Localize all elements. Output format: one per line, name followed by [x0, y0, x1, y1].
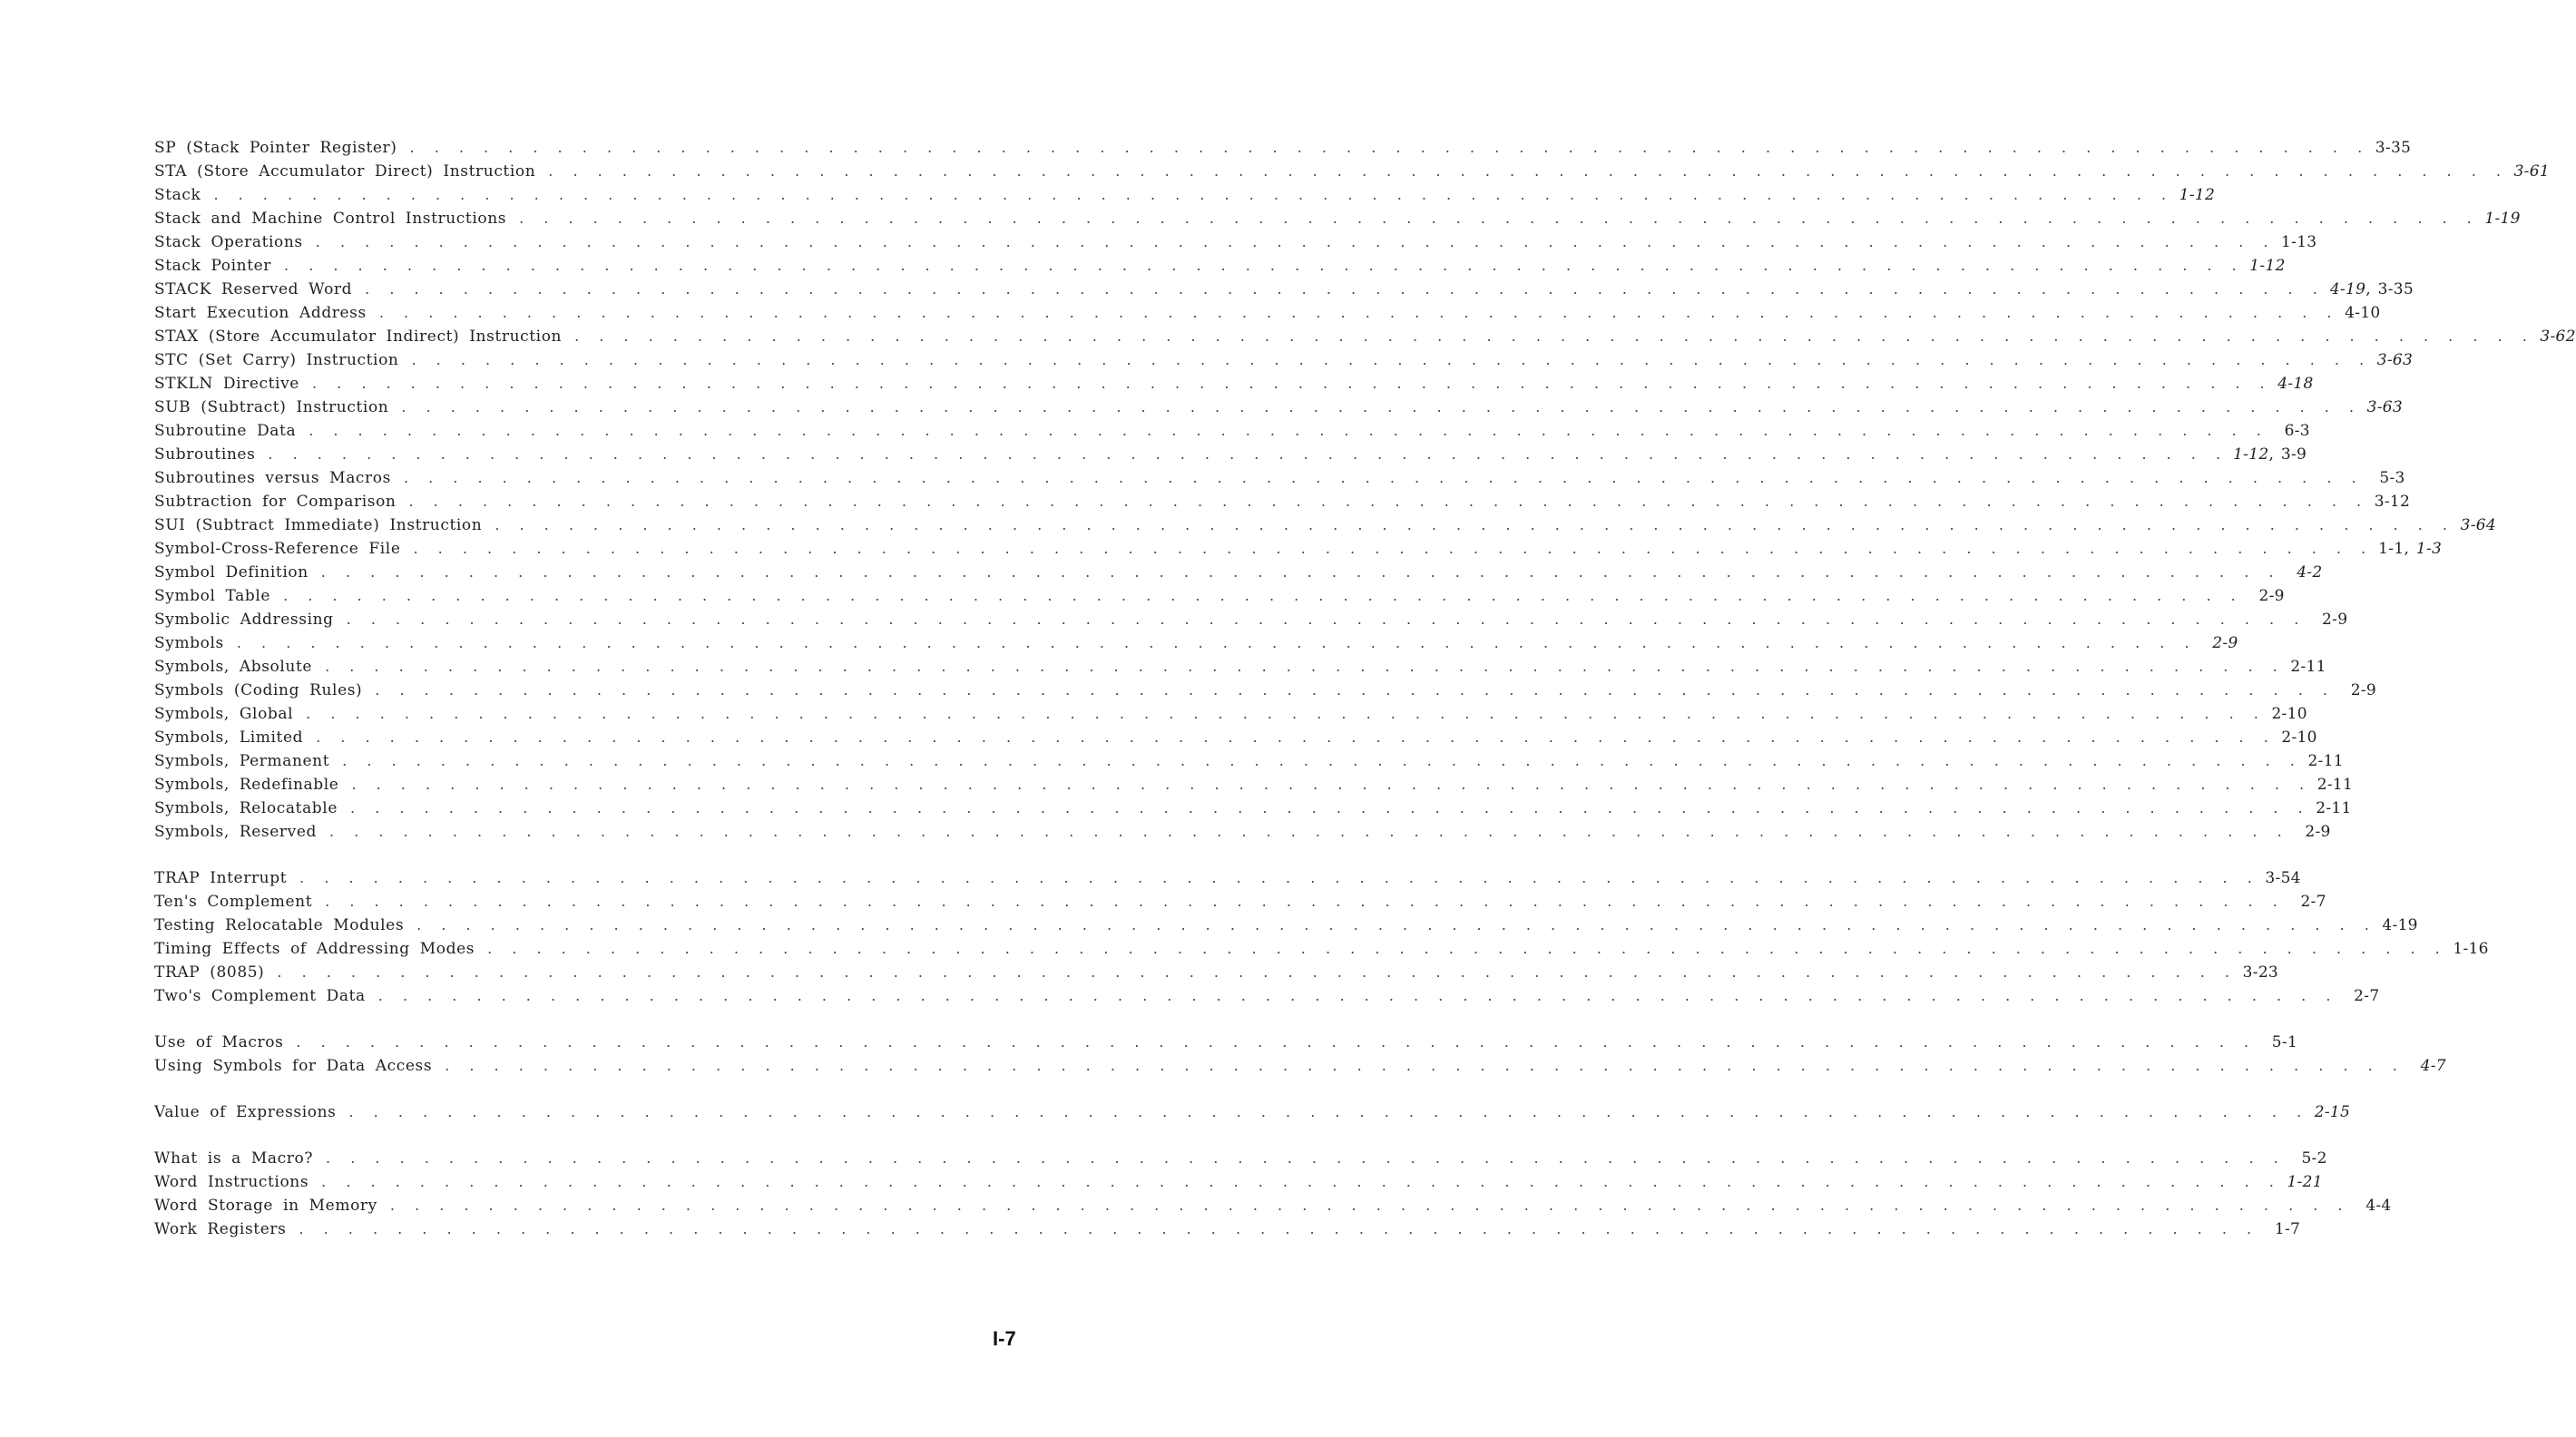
index-term: Symbol Table: [154, 587, 271, 605]
index-term: Subtraction for Comparison: [154, 493, 397, 511]
page-reference: 2-9: [2350, 681, 2376, 699]
index-group: [154, 1031, 2446, 1078]
index-term: Symbols, Relocatable: [154, 799, 338, 817]
dot-leader: . . . . . . . . . . . . . . . . . . . . . . . . . . . . . . . . . . . . . . . . . . . . . . . . . . . . . . . . . . . . . . . . . . . . . . . . . . . . . . . .: [311, 375, 2270, 392]
index-entry: [154, 702, 2307, 726]
page-reference: 1-13: [2281, 233, 2317, 251]
page-reference: 1-12: [2249, 257, 2286, 275]
dot-leader: . . . . . . . . . . . . . . . . . . . . . . . . . . . . . . . . . . . . . . . . . . . . . . . . . . . . . . . . . . . . . . . . . . . . . . . . . . . . . . . .: [346, 611, 2305, 628]
page-reference: 2-11: [2316, 776, 2354, 794]
page-references: 1-1, 1-3: [2378, 540, 2443, 558]
index-entry: [154, 372, 2314, 396]
page-references: [2290, 890, 2326, 914]
index-term: Stack: [154, 186, 201, 204]
page-reference: 1-1: [2378, 540, 2405, 558]
index-entry: [154, 631, 2238, 655]
page-reference: 3-35: [2377, 280, 2414, 298]
dot-leader: . . . . . . . . . . . . . . . . . . . . . . . . . . . . . . . . . . . . . . . . . . . . . . . . . . . . . . . . . . . . . . . . . . . . . . . . . . . . . . . .: [306, 705, 2264, 722]
index-entry: [154, 1147, 2327, 1170]
page-reference: 2-11: [2307, 752, 2344, 770]
index-term: Symbols, Permanent: [154, 752, 330, 770]
index-entry: [154, 348, 2414, 372]
page-references: [2242, 961, 2278, 984]
page-references: [2287, 1170, 2323, 1194]
dot-leader: . . . . . . . . . . . . . . . . . . . . . . . . . . . . . . . . . . . . . . . . . . . . . . . . . . . . . . . . . . . . . . . . . . . . . . . . . . . . . . . .: [445, 1057, 2403, 1074]
page-reference: 3-35: [2375, 139, 2412, 157]
dot-leader: . . . . . . . . . . . . . . . . . . . . . . . . . . . . . . . . . . . . . . . . . . . . . . . . . . . . . . . . . . . . . . . . . . . . . . . . . . . . . . . .: [299, 869, 2258, 886]
page-references: [2202, 631, 2238, 655]
dot-leader: . . . . . . . . . . . . . . . . . . . . . . . . . . . . . . . . . . . . . . . . . . . . . . . . . . . . . . . . . . . . . . . . . . . . . . . . . . . . . . . .: [351, 776, 2310, 793]
page-number: I-7: [993, 1327, 1016, 1350]
page-reference: 4-2: [2297, 563, 2323, 582]
index-term: SP (Stack Pointer Register): [154, 139, 397, 157]
page-references: [2271, 702, 2307, 726]
index-entry: [154, 160, 2550, 183]
page-references: [2274, 419, 2310, 443]
dot-leader: . . . . . . . . . . . . . . . . . . . . . . . . . . . . . . . . . . . . . . . . . . . . . . . . . . . . . . . . . . . . . . . . . . . . . . . . . . . . . . . .: [283, 587, 2241, 604]
dot-leader: . . . . . . . . . . . . . . . . . . . . . . . . . . . . . . . . . . . . . . . . . . . . . . . . . . . . . . . . . . . . . . . . . . . . . . . . . . . . . . . .: [277, 963, 2236, 981]
dot-leader: . . . . . . . . . . . . . . . . . . . . . . . . . . . . . . . . . . . . . . . . . . . . . . . . . . . . . . . . . . . . . . . . . . . . . . . . . . . . . . . .: [365, 280, 2323, 298]
index-entry: [154, 537, 2443, 561]
page-references: 1-12, 3-9: [2233, 445, 2307, 464]
index-entry: [154, 608, 2348, 631]
index-term: What is a Macro?: [154, 1149, 314, 1168]
page-references: [2460, 513, 2496, 537]
index-entry: [154, 1170, 2323, 1194]
index-entry: [154, 490, 2411, 513]
page-references: [2410, 1054, 2446, 1078]
page-reference: 3-62: [2540, 327, 2576, 346]
index-entry: [154, 230, 2317, 254]
page-reference: 1-21: [2287, 1173, 2323, 1191]
dot-leader: . . . . . . . . . . . . . . . . . . . . . . . . . . . . . . . . . . . . . . . . . . . . . . . . . . . . . . . . . . . . . . . . . . . . . . . . . . . . . . . .: [377, 987, 2336, 1004]
index-entry: [154, 866, 2301, 890]
page-reference: 2-9: [2212, 634, 2238, 652]
page-references: [2248, 584, 2285, 608]
dot-leader: . . . . . . . . . . . . . . . . . . . . . . . . . . . . . . . . . . . . . . . . . . . . . . . . . . . . . . . . . . . . . . . . . . . . . . . . . . . . . . . .: [409, 139, 2368, 156]
index-term: Timing Effects of Addressing Modes: [154, 940, 475, 958]
index-term: Value of Expressions: [154, 1103, 337, 1121]
index-term: Start Execution Address: [154, 304, 367, 322]
page-references: [2375, 136, 2411, 160]
page-reference: 2-10: [2271, 705, 2307, 723]
dot-leader: . . . . . . . . . . . . . . . . . . . . . . . . . . . . . . . . . . . . . . . . . . . . . . . . . . . . . . . . . . . . . . . . . . . . . . . . . . . . . . . .: [213, 186, 2172, 203]
index-entry: [154, 396, 2404, 419]
page-reference: 2-9: [2322, 611, 2348, 629]
dot-leader: . . . . . . . . . . . . . . . . . . . . . . . . . . . . . . . . . . . . . . . . . . . . . . . . . . . . . . . . . . . . . . . . . . . . . . . . . . . . . . . .: [348, 1103, 2307, 1120]
page-references: [2265, 866, 2301, 890]
page-reference: 3-64: [2460, 516, 2496, 534]
index-term: Symbol Definition: [154, 563, 309, 582]
page-references: [2316, 797, 2352, 820]
dot-leader: . . . . . . . . . . . . . . . . . . . . . . . . . . . . . . . . . . . . . . . . . . . . . . . . . . . . . . . . . . . . . . . . . . . . . . . . . . . . . . . .: [325, 893, 2283, 910]
page-references: [2311, 608, 2347, 631]
dot-leader: . . . . . . . . . . . . . . . . . . . . . . . . . . . . . . . . . . . . . . . . . . . . . . . . . . . . . . . . . . . . . . . . . . . . . . . . . . . . . . . .: [495, 516, 2453, 533]
page-references: [2369, 466, 2405, 490]
dot-leader: . . . . . . . . . . . . . . . . . . . . . . . . . . . . . . . . . . . . . . . . . . . . . . . . . . . . . . . . . . . . . . . . . . . . . . . . . . . . . . . .: [408, 493, 2367, 510]
index-term: Work Registers: [154, 1220, 287, 1238]
page-references: [2261, 1031, 2297, 1054]
index-term: Symbols (Coding Rules): [154, 681, 363, 699]
page-references: [2249, 254, 2286, 278]
index-entry: [154, 1100, 2351, 1124]
dot-leader: . . . . . . . . . . . . . . . . . . . . . . . . . . . . . . . . . . . . . . . . . . . . . . . . . . . . . . . . . . . . . . . . . . . . . . . . . . . . . . . .: [413, 540, 2372, 557]
page-reference: 5-2: [2301, 1149, 2327, 1168]
page-references: [2345, 301, 2381, 325]
page-reference: 3-54: [2265, 869, 2301, 887]
page-references: [2382, 914, 2418, 937]
index-term: Subroutines versus Macros: [154, 469, 391, 487]
page-references: [2295, 820, 2331, 844]
page-reference: 1-16: [2453, 940, 2489, 958]
dot-leader: . . . . . . . . . . . . . . . . . . . . . . . . . . . . . . . . . . . . . . . . . . . . . . . . . . . . . . . . . . . . . . . . . . . . . . . . . . . . . . . .: [268, 445, 2227, 463]
dot-leader: . . . . . . . . . . . . . . . . . . . . . . . . . . . . . . . . . . . . . . . . . . . . . . . . . . . . . . . . . . . . . . . . . . . . . . . . . . . . . . . .: [316, 728, 2274, 746]
dot-leader: . . . . . . . . . . . . . . . . . . . . . . . . . . . . . . . . . . . . . . . . . . . . . . . . . . . . . . . . . . . . . . . . . . . . . . . . . . . . . . . .: [487, 940, 2445, 957]
dot-leader: . . . . . . . . . . . . . . . . . . . . . . . . . . . . . . . . . . . . . . . . . . . . . . . . . . . . . . . . . . . . . . . . . . . . . . . . . . . . . . . .: [321, 1173, 2279, 1190]
index-entry: [154, 278, 2414, 301]
index-term: STA (Store Accumulator Direct) Instruction: [154, 162, 536, 181]
page-reference: 1-19: [2484, 210, 2521, 228]
page-references: [2513, 160, 2550, 183]
page-reference: 3-63: [2366, 398, 2404, 416]
page-reference: 4-4: [2365, 1197, 2392, 1215]
index-term: Two's Complement Data: [154, 987, 366, 1005]
index-term: STC (Set Carry) Instruction: [154, 351, 399, 369]
index-group: [154, 136, 2576, 844]
index-entry: [154, 655, 2326, 679]
index-term: Symbols: [154, 634, 224, 652]
index-term: Subroutines: [154, 445, 256, 464]
index-entry: [154, 561, 2323, 584]
index-term: Stack Operations: [154, 233, 303, 251]
page-reference: 3-61: [2513, 162, 2550, 181]
page-references: [2264, 1217, 2300, 1241]
index-term: Word Storage in Memory: [154, 1197, 377, 1215]
page-reference: 6-3: [2284, 422, 2310, 440]
page-reference: 1-3: [2415, 540, 2443, 558]
page-references: [2286, 561, 2322, 584]
page-reference: 4-10: [2345, 304, 2381, 322]
page-references: [2484, 207, 2521, 230]
index-entry: [154, 207, 2521, 230]
dot-leader: . . . . . . . . . . . . . . . . . . . . . . . . . . . . . . . . . . . . . . . . . . . . . . . . . . . . . . . . . . . . . . . . . . . . . . . . . . . . . . . .: [403, 469, 2362, 486]
index-term: TRAP (8085): [154, 963, 265, 982]
page-references: [2179, 183, 2215, 207]
dot-leader: . . . . . . . . . . . . . . . . . . . . . . . . . . . . . . . . . . . . . . . . . . . . . . . . . . . . . . . . . . . . . . . . . . . . . . . . . . . . . . . .: [574, 327, 2532, 345]
index-group: [154, 1147, 2392, 1241]
index-entry: [154, 513, 2496, 537]
page-references: [2290, 655, 2326, 679]
page-references: 4-19, 3-35: [2329, 280, 2414, 298]
page-reference: 5-1: [2271, 1033, 2298, 1051]
page-references: [2356, 1194, 2392, 1217]
page-references: [2316, 773, 2353, 797]
page-reference: 2-7: [2300, 893, 2326, 911]
index-entry: [154, 914, 2418, 937]
page-references: [2366, 396, 2403, 419]
index-entry: [154, 254, 2286, 278]
index-list: [154, 136, 2576, 1264]
page-references: [2280, 230, 2316, 254]
page-references: [2277, 372, 2314, 396]
page-reference: 3-23: [2242, 963, 2279, 982]
dot-leader: . . . . . . . . . . . . . . . . . . . . . . . . . . . . . . . . . . . . . . . . . . . . . . . . . . . . . . . . . . . . . . . . . . . . . . . . . . . . . . . .: [411, 351, 2370, 368]
dot-leader: . . . . . . . . . . . . . . . . . . . . . . . . . . . . . . . . . . . . . . . . . . . . . . . . . . . . . . . . . . . . . . . . . . . . . . . . . . . . . . . .: [320, 563, 2279, 581]
page-reference: 2-9: [2305, 823, 2331, 841]
index-entry: [154, 301, 2381, 325]
index-entry: [154, 325, 2576, 348]
index-entry: [154, 749, 2344, 773]
index-term: Symbols, Global: [154, 705, 294, 723]
page-reference: 4-18: [2277, 375, 2314, 393]
page-references: [2340, 679, 2376, 702]
index-entry: [154, 136, 2412, 160]
index-entry: [154, 584, 2285, 608]
page-reference: 2-11: [2316, 799, 2352, 817]
index-term: TRAP Interrupt: [154, 869, 288, 887]
index-term: Subroutine Data: [154, 422, 297, 440]
dot-leader: . . . . . . . . . . . . . . . . . . . . . . . . . . . . . . . . . . . . . . . . . . . . . . . . . . . . . . . . . . . . . . . . . . . . . . . . . . . . . . . .: [342, 752, 2300, 769]
page-references: [2453, 937, 2489, 961]
dot-leader: . . . . . . . . . . . . . . . . . . . . . . . . . . . . . . . . . . . . . . . . . . . . . . . . . . . . . . . . . . . . . . . . . . . . . . . . . . . . . . . .: [299, 1220, 2258, 1237]
index-entry: [154, 773, 2354, 797]
dot-leader: . . . . . . . . . . . . . . . . . . . . . . . . . . . . . . . . . . . . . . . . . . . . . . . . . . . . . . . . . . . . . . . . . . . . . . . . . . . . . . . .: [236, 634, 2195, 651]
dot-leader: . . . . . . . . . . . . . . . . . . . . . . . . . . . . . . . . . . . . . . . . . . . . . . . . . . . . . . . . . . . . . . . . . . . . . . . . . . . . . . . .: [416, 916, 2375, 934]
index-entry: [154, 1031, 2298, 1054]
index-term: Symbols, Limited: [154, 728, 304, 747]
page-references: [2307, 749, 2344, 773]
index-term: Use of Macros: [154, 1033, 284, 1051]
index-entry: [154, 183, 2216, 207]
index-entry: [154, 466, 2405, 490]
page-reference: 4-7: [2420, 1057, 2446, 1075]
dot-leader: . . . . . . . . . . . . . . . . . . . . . . . . . . . . . . . . . . . . . . . . . . . . . . . . . . . . . . . . . . . . . . . . . . . . . . . . . . . . . . . .: [375, 681, 2333, 699]
page-reference: 1-7: [2274, 1220, 2301, 1238]
dot-leader: . . . . . . . . . . . . . . . . . . . . . . . . . . . . . . . . . . . . . . . . . . . . . . . . . . . . . . . . . . . . . . . . . . . . . . . . . . . . . . . .: [326, 1149, 2284, 1167]
dot-leader: . . . . . . . . . . . . . . . . . . . . . . . . . . . . . . . . . . . . . . . . . . . . . . . . . . . . . . . . . . . . . . . . . . . . . . . . . . . . . . . .: [328, 823, 2287, 840]
page-reference: 3-12: [2374, 493, 2411, 511]
dot-leader: . . . . . . . . . . . . . . . . . . . . . . . . . . . . . . . . . . . . . . . . . . . . . . . . . . . . . . . . . . . . . . . . . . . . . . . . . . . . . . . .: [296, 1033, 2255, 1051]
page-reference: 4-19: [2382, 916, 2418, 934]
dot-leader: . . . . . . . . . . . . . . . . . . . . . . . . . . . . . . . . . . . . . . . . . . . . . . . . . . . . . . . . . . . . . . . . . . . . . . . . . . . . . . . .: [401, 398, 2360, 415]
page-reference: 1-12: [2233, 445, 2269, 464]
dot-leader: . . . . . . . . . . . . . . . . . . . . . . . . . . . . . . . . . . . . . . . . . . . . . . . . . . . . . . . . . . . . . . . . . . . . . . . . . . . . . . . .: [548, 162, 2506, 180]
index-entry: [154, 961, 2279, 984]
index-term: Testing Relocatable Modules: [154, 916, 405, 934]
dot-leader: . . . . . . . . . . . . . . . . . . . . . . . . . . . . . . . . . . . . . . . . . . . . . . . . . . . . . . . . . . . . . . . . . . . . . . . . . . . . . . . .: [389, 1197, 2348, 1214]
index-entry: [154, 984, 2380, 1008]
index-entry: [154, 1054, 2446, 1078]
page-reference: 2-15: [2314, 1103, 2351, 1121]
page-references: [2291, 1147, 2327, 1170]
index-term: Ten's Complement: [154, 893, 313, 911]
index-term: STACK Reserved Word: [154, 280, 353, 298]
index-term: Symbol-Cross-Reference File: [154, 540, 401, 558]
dot-leader: . . . . . . . . . . . . . . . . . . . . . . . . . . . . . . . . . . . . . . . . . . . . . . . . . . . . . . . . . . . . . . . . . . . . . . . . . . . . . . . .: [350, 799, 2308, 816]
index-entry: [154, 726, 2317, 749]
index-term: Using Symbols for Data Access: [154, 1057, 433, 1075]
index-term: Word Instructions: [154, 1173, 309, 1191]
page-reference: 2-10: [2281, 728, 2317, 747]
page-references: [2376, 348, 2413, 372]
index-term: Symbols, Redefinable: [154, 776, 339, 794]
page-reference: 1-12: [2179, 186, 2216, 204]
index-term: SUI (Subtract Immediate) Instruction: [154, 516, 483, 534]
page-references: [2343, 984, 2379, 1008]
dot-leader: . . . . . . . . . . . . . . . . . . . . . . . . . . . . . . . . . . . . . . . . . . . . . . . . . . . . . . . . . . . . . . . . . . . . . . . . . . . . . . . .: [284, 257, 2242, 274]
index-term: Symbols, Absolute: [154, 658, 313, 676]
index-term: Symbols, Reserved: [154, 823, 317, 841]
page-references: [2314, 1100, 2350, 1124]
page-references: [2374, 490, 2410, 513]
index-entry: [154, 1194, 2392, 1217]
index-entry: [154, 1217, 2301, 1241]
page-reference: 5-3: [2379, 469, 2405, 487]
page-reference: 2-7: [2354, 987, 2380, 1005]
index-entry: [154, 890, 2326, 914]
index-term: Stack and Machine Control Instructions: [154, 210, 507, 228]
index-entry: [154, 937, 2489, 961]
index-group: [154, 866, 2489, 1008]
index-term: STKLN Directive: [154, 375, 299, 393]
dot-leader: . . . . . . . . . . . . . . . . . . . . . . . . . . . . . . . . . . . . . . . . . . . . . . . . . . . . . . . . . . . . . . . . . . . . . . . . . . . . . . . .: [315, 233, 2274, 250]
dot-leader: . . . . . . . . . . . . . . . . . . . . . . . . . . . . . . . . . . . . . . . . . . . . . . . . . . . . . . . . . . . . . . . . . . . . . . . . . . . . . . . .: [325, 658, 2283, 675]
index-entry: [154, 797, 2352, 820]
dot-leader: . . . . . . . . . . . . . . . . . . . . . . . . . . . . . . . . . . . . . . . . . . . . . . . . . . . . . . . . . . . . . . . . . . . . . . . . . . . . . . . .: [519, 210, 2477, 227]
page-reference: 2-11: [2290, 658, 2326, 676]
page-reference: 2-9: [2258, 587, 2285, 605]
index-group: [154, 1100, 2351, 1124]
page-references: [2281, 726, 2317, 749]
index-entry: [154, 419, 2310, 443]
index-entry: [154, 820, 2331, 844]
index-term: Stack Pointer: [154, 257, 272, 275]
page-reference: 3-9: [2280, 445, 2307, 464]
index-entry: [154, 679, 2376, 702]
dot-leader: . . . . . . . . . . . . . . . . . . . . . . . . . . . . . . . . . . . . . . . . . . . . . . . . . . . . . . . . . . . . . . . . . . . . . . . . . . . . . . . .: [309, 422, 2267, 439]
page-reference: 4-19: [2329, 280, 2366, 298]
index-entry: [154, 443, 2307, 466]
dot-leader: . . . . . . . . . . . . . . . . . . . . . . . . . . . . . . . . . . . . . . . . . . . . . . . . . . . . . . . . . . . . . . . . . . . . . . . . . . . . . . . .: [378, 304, 2337, 321]
page-references: [2540, 325, 2576, 348]
index-term: Symbolic Addressing: [154, 611, 334, 629]
page-reference: 3-63: [2376, 351, 2414, 369]
index-term: STAX (Store Accumulator Indirect) Instruction: [154, 327, 563, 346]
index-term: SUB (Subtract) Instruction: [154, 398, 389, 416]
